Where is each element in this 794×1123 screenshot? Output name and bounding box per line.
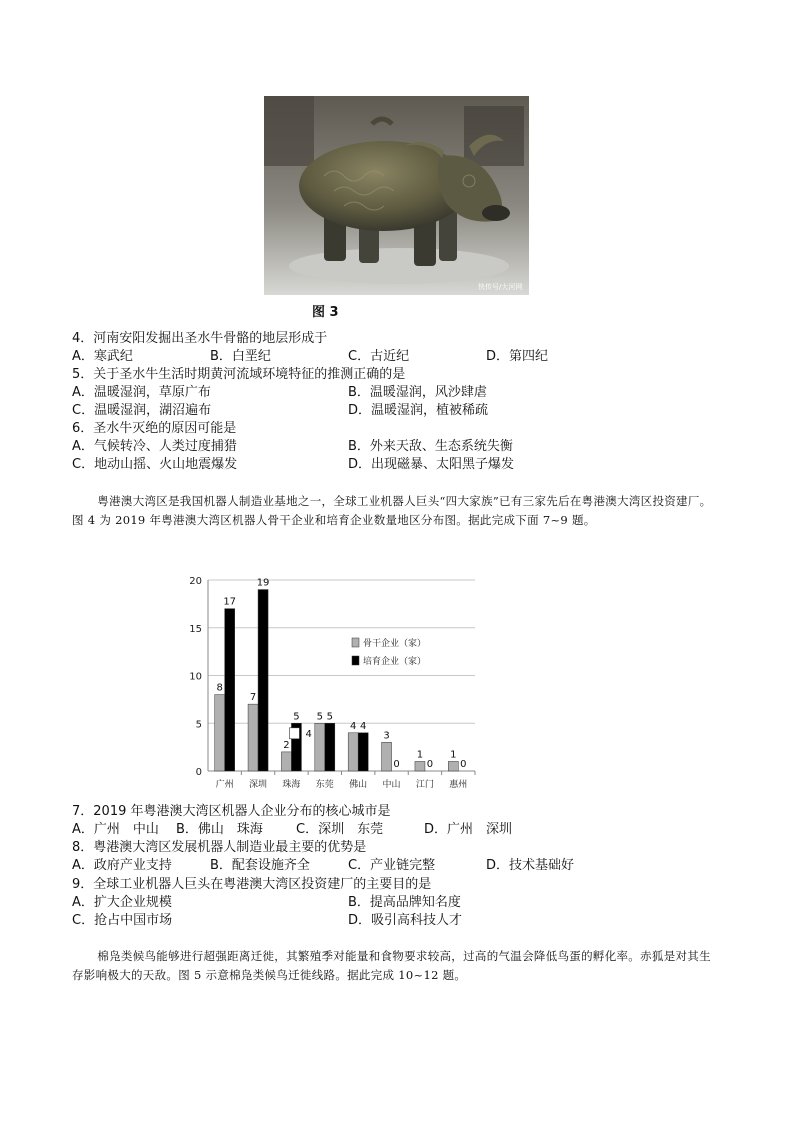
q6-option-d: D．出现磁暴、太阳黑子爆发 (348, 457, 515, 472)
x-tick-label: 深圳 (249, 780, 268, 790)
q5-stem: 5．关于圣水牛生活时期黄河流域环境特征的推测正确的是 (72, 367, 406, 382)
q7-option-c: C．深圳 东莞 (296, 822, 384, 837)
q7-option-a: A．广州 中山 (72, 822, 159, 837)
bar-backbone (415, 761, 425, 771)
bar-backbone (348, 733, 358, 771)
q5-option-d: D．温暖湿润，植被稀疏 (348, 403, 489, 418)
y-tick-label: 10 (189, 671, 202, 683)
q6-option-b: B．外来天敌、生态系统失衡 (348, 439, 513, 454)
data-label: 5 (316, 711, 323, 723)
data-label: 1 (450, 749, 457, 761)
q4-option-c: C．古近纪 (348, 349, 410, 364)
data-label: 7 (249, 692, 257, 704)
q8-stem: 8．粤港澳大湾区发展机器人制造业最主要的优势是 (72, 840, 367, 855)
y-tick-label: 20 (189, 576, 202, 587)
q7-option-b: B．佛山 珠海 (176, 822, 263, 837)
data-label: 4 (360, 720, 367, 732)
q8-option-a: A．政府产业支持 (72, 858, 172, 873)
bar-cultivated (358, 733, 368, 771)
data-label: 0 (426, 759, 434, 770)
q9-option-b: B．提高品牌知名度 (348, 895, 461, 910)
data-label: 2 (283, 739, 290, 751)
x-tick-label: 佛山 (349, 780, 368, 790)
q9-option-d: D．吸引高科技人才 (348, 913, 463, 928)
x-tick-label: 江门 (415, 780, 434, 790)
x-tick-label: 东莞 (315, 780, 334, 790)
stray-data-label: 4 (305, 728, 312, 740)
data-label: 0 (460, 759, 467, 770)
legend-swatch (352, 656, 359, 665)
q5-option-a: A．温暖湿润，草原广布 (72, 385, 211, 400)
q9-stem: 9．全球工业机器人巨头在粤港澳大湾区投资建厂的主要目的是 (72, 877, 432, 892)
bar-backbone (281, 752, 291, 771)
x-tick-label: 珠海 (282, 780, 301, 790)
x-tick-label: 广州 (215, 780, 234, 790)
q8-option-b: B．配套设施齐全 (210, 858, 310, 873)
q9-option-c: C．抢占中国市场 (72, 913, 173, 928)
bar-backbone (382, 742, 392, 771)
bar-backbone (248, 704, 258, 771)
data-label: 3 (383, 730, 390, 742)
legend-swatch (352, 638, 359, 647)
y-tick-label: 5 (195, 719, 202, 731)
robot-enterprise-bar-chart (180, 570, 480, 795)
bar-cultivated (258, 590, 268, 771)
q4-option-d: D．第四纪 (486, 349, 549, 364)
photo-watermark: 快传号/大河网 (478, 283, 523, 291)
data-label: 5 (326, 711, 333, 723)
q7-option-d: D．广州 深圳 (424, 822, 513, 837)
q6-option-c: C．地动山摇、火山地震爆发 (72, 457, 238, 472)
passage-migratory-birds: 棉凫类候鸟能够进行超强距离迁徙，其繁殖季对能量和食物要求较高，过高的气温会降低鸟蛋的孵化率。赤狐是对其生存影响极大的天敌。图 5 示意棉凫类候鸟迁徙线路。据此完成 10~12 题。 (72, 949, 711, 982)
bar-cultivated (225, 609, 235, 771)
data-label: 0 (393, 759, 400, 770)
q5-option-c: C．温暖湿润，湖沼遍布 (72, 403, 212, 418)
x-tick-label: 惠州 (449, 780, 468, 790)
q4-option-a: A．寒武纪 (72, 349, 133, 364)
q5-option-b: B．温暖湿润，风沙肆虐 (348, 385, 487, 400)
legend-label: 骨干企业（家） (363, 639, 427, 649)
q6-stem: 6．圣水牛灭绝的原因可能是 (72, 421, 237, 436)
figure-3-caption: 图 3 (312, 305, 339, 320)
bar-cultivated (325, 723, 335, 771)
zhuhai-marker (289, 728, 299, 739)
data-label: 19 (256, 577, 270, 589)
q6-option-a: A．气候转冷、人类过度捕猎 (72, 439, 237, 454)
data-label: 5 (293, 711, 300, 723)
data-label: 4 (350, 720, 357, 732)
q4-stem: 4．河南安阳发掘出圣水牛骨骼的地层形成于 (72, 331, 328, 346)
data-label: 8 (216, 682, 223, 694)
q4-option-b: B．白垩纪 (210, 349, 271, 364)
y-tick-label: 15 (189, 623, 202, 635)
bar-backbone (448, 761, 458, 771)
legend-label: 培育企业（家） (363, 657, 427, 667)
bar-backbone (215, 695, 225, 771)
passage-robot-industry: 粤港澳大湾区是我国机器人制造业基地之一，全球工业机器人巨头“四大家族”已有三家先后在粤港澳大湾区投资建厂。图 4 为 2019 年粤港澳大湾区机器人骨干企业和培育企业数量地区分布图。据此完成下面 7~9 题。 (72, 494, 712, 527)
data-label: 17 (223, 596, 237, 608)
bronze-ox-photo (264, 96, 529, 295)
x-tick-label: 中山 (382, 780, 401, 790)
y-tick-label: 0 (195, 767, 202, 778)
data-label: 1 (416, 749, 424, 761)
q9-option-a: A．扩大企业规模 (72, 895, 172, 910)
q7-stem: 7．2019 年粤港澳大湾区机器人企业分布的核心城市是 (72, 804, 391, 819)
q8-option-d: D．技术基础好 (486, 858, 575, 873)
bar-backbone (315, 723, 325, 771)
q8-option-c: C．产业链完整 (348, 858, 436, 873)
